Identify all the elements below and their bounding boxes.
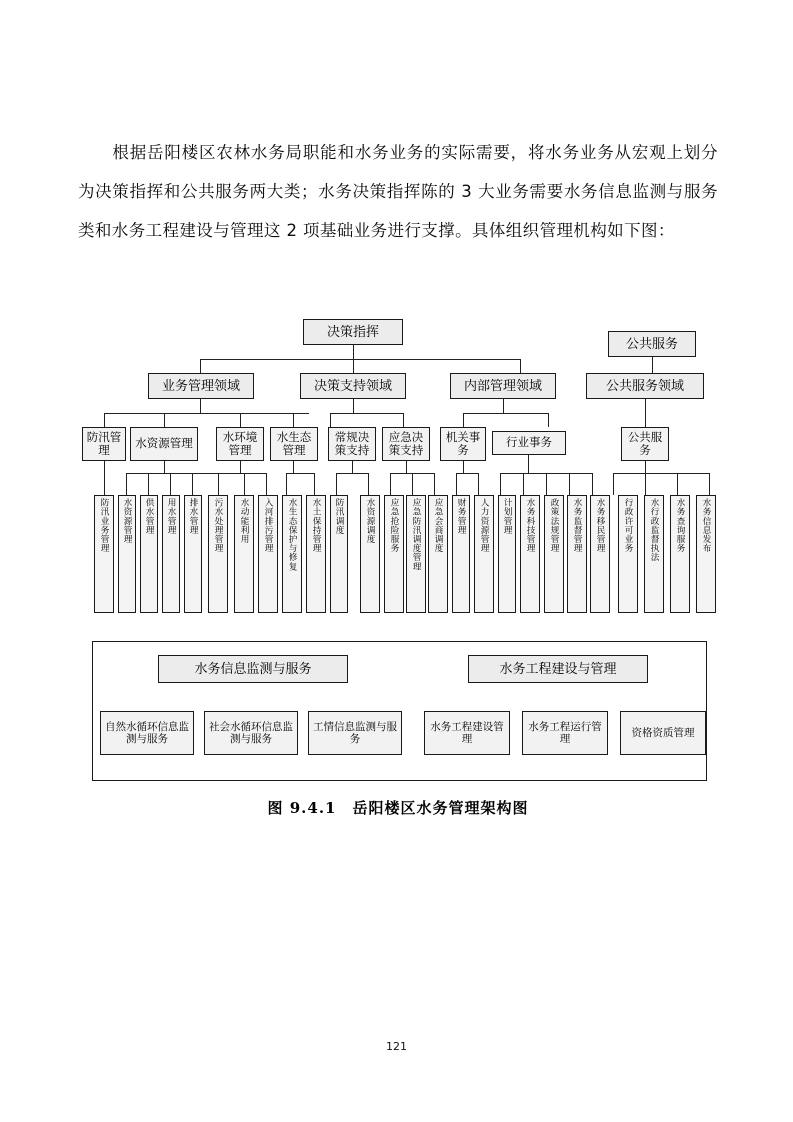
connector bbox=[170, 473, 171, 495]
figure-caption: 图 9.4.1 岳阳楼区水务管理架构图 bbox=[267, 799, 529, 817]
connector bbox=[200, 359, 201, 373]
connector bbox=[164, 413, 165, 427]
node-domain-2: 内部管理领域 bbox=[450, 373, 556, 399]
leaf-node-9: 水土保持管理 bbox=[306, 495, 326, 613]
node-domain-0: 业务管理领域 bbox=[148, 373, 254, 399]
node-level3-4: 常规决策支持 bbox=[328, 427, 376, 461]
leaf-node-21: 水务移民管理 bbox=[590, 495, 610, 613]
body-paragraph bbox=[78, 133, 718, 250]
connector bbox=[592, 473, 593, 495]
leaf-node-8: 水生态保护与修复 bbox=[282, 495, 302, 613]
leaf-node-23: 行政许可业务 bbox=[618, 495, 638, 613]
leaf-node-2: 供水管理 bbox=[140, 495, 158, 613]
connector bbox=[200, 359, 520, 360]
connector bbox=[645, 473, 646, 495]
leaf-node-6: 水动能利用 bbox=[234, 495, 254, 613]
leaf-node-0: 防汛业务管理 bbox=[94, 495, 114, 613]
leaf-node-7: 入河排污管理 bbox=[258, 495, 278, 613]
connector bbox=[286, 473, 287, 495]
connector bbox=[456, 473, 457, 495]
node-foundation-left-item-2: 工情信息监测与服务 bbox=[308, 711, 402, 755]
node-decision-command: 决策指挥 bbox=[303, 319, 403, 345]
connector bbox=[677, 473, 678, 495]
leaf-node-25: 水务查询服务 bbox=[670, 495, 690, 613]
connector bbox=[200, 399, 201, 413]
connector bbox=[523, 473, 524, 495]
connector bbox=[126, 473, 127, 495]
connector bbox=[266, 473, 267, 495]
connector bbox=[478, 473, 479, 495]
connector bbox=[463, 413, 548, 414]
connector bbox=[330, 413, 331, 427]
connector bbox=[240, 413, 241, 427]
connector bbox=[240, 461, 241, 473]
connector bbox=[528, 455, 529, 473]
connector bbox=[403, 413, 404, 427]
connector bbox=[645, 399, 646, 427]
connector bbox=[652, 357, 653, 373]
connector bbox=[569, 473, 570, 495]
connector bbox=[293, 413, 294, 427]
connector bbox=[463, 461, 464, 473]
connector bbox=[645, 461, 646, 473]
leaf-node-13: 应急防汛调度管理 bbox=[406, 495, 426, 613]
leaf-node-4: 排水管理 bbox=[184, 495, 202, 613]
connector bbox=[613, 473, 709, 474]
connector bbox=[352, 461, 353, 473]
node-foundation-right-item-0: 水务工程建设管理 bbox=[424, 711, 510, 755]
connector bbox=[244, 473, 245, 495]
connector bbox=[336, 473, 337, 495]
connector bbox=[434, 473, 435, 495]
leaf-node-19: 政策法规管理 bbox=[544, 495, 564, 613]
connector bbox=[148, 473, 149, 495]
connector bbox=[218, 473, 219, 495]
node-foundation-right-title: 水务工程建设与管理 bbox=[468, 655, 648, 683]
connector bbox=[353, 359, 354, 373]
leaf-node-10: 防汛调度 bbox=[330, 495, 348, 613]
connector bbox=[546, 473, 547, 495]
connector bbox=[192, 473, 193, 495]
leaf-node-14: 应急会商调度 bbox=[428, 495, 448, 613]
paragraph-text: 根据岳阳楼区农林水务局职能和水务业务的实际需要，将水务业务从宏观上划分为决策指挥和公共服务两大类；水务决策指挥陈的 3 大业务需要水务信息监测与服务类和水务工程建设与管理这 2 项基础业务进行支撑。具体组织管理机构如下图： bbox=[78, 143, 718, 240]
connector bbox=[336, 473, 368, 474]
node-foundation-left-title: 水务信息监测与服务 bbox=[158, 655, 348, 683]
leaf-node-11: 水资源调度 bbox=[360, 495, 380, 613]
org-chart-diagram bbox=[78, 305, 718, 817]
leaf-node-17: 计划管理 bbox=[498, 495, 516, 613]
node-foundation-right-item-2: 资格资质管理 bbox=[620, 711, 706, 755]
connector bbox=[126, 473, 266, 474]
connector bbox=[390, 473, 391, 495]
page-number: 121 bbox=[386, 1040, 407, 1053]
connector bbox=[368, 473, 369, 495]
leaf-node-18: 水务科技管理 bbox=[520, 495, 540, 613]
leaf-node-20: 水务监督管理 bbox=[567, 495, 587, 613]
leaf-node-3: 用水管理 bbox=[162, 495, 180, 613]
node-level3-0: 防汛管理 bbox=[82, 427, 126, 461]
leaf-node-26: 水务信息发布 bbox=[696, 495, 716, 613]
connector bbox=[503, 399, 504, 413]
connector bbox=[412, 473, 413, 495]
leaf-node-16: 人力资源管理 bbox=[474, 495, 494, 613]
node-public-service-top: 公共服务 bbox=[608, 331, 696, 357]
connector bbox=[709, 473, 710, 495]
node-foundation-left-item-1: 社会水循环信息监测与服务 bbox=[204, 711, 298, 755]
node-level3-2: 水环境管理 bbox=[216, 427, 264, 461]
connector bbox=[500, 473, 501, 495]
node-foundation-right-item-1: 水务工程运行管理 bbox=[522, 711, 608, 755]
connector bbox=[520, 359, 521, 373]
connector bbox=[104, 461, 105, 495]
node-level3-1: 水资源管理 bbox=[130, 427, 198, 461]
connector bbox=[353, 399, 354, 413]
node-domain-1: 决策支持领域 bbox=[300, 373, 406, 399]
connector bbox=[456, 473, 478, 474]
connector bbox=[293, 461, 294, 473]
node-foundation-left-item-0: 自然水循环信息监测与服务 bbox=[100, 711, 194, 755]
node-level3-8: 公共服务 bbox=[621, 427, 669, 461]
node-domain-3: 公共服务领域 bbox=[586, 373, 704, 399]
connector bbox=[353, 345, 354, 359]
connector bbox=[314, 473, 315, 495]
connector bbox=[286, 473, 314, 474]
connector bbox=[104, 413, 309, 414]
connector bbox=[330, 413, 403, 414]
connector bbox=[164, 461, 165, 473]
node-level3-6: 机关事务 bbox=[440, 427, 486, 461]
connector bbox=[104, 413, 105, 427]
connector bbox=[463, 413, 464, 427]
node-level3-7: 行业事务 bbox=[492, 431, 566, 455]
connector bbox=[548, 413, 549, 427]
connector bbox=[613, 473, 614, 495]
leaf-node-1: 水资源管理 bbox=[118, 495, 136, 613]
leaf-node-12: 应急抢险服务 bbox=[384, 495, 404, 613]
leaf-node-24: 水行政监督执法 bbox=[644, 495, 664, 613]
node-level3-3: 水生态管理 bbox=[270, 427, 318, 461]
leaf-node-15: 财务管理 bbox=[452, 495, 470, 613]
connector bbox=[406, 461, 407, 473]
node-level3-5: 应急决策支持 bbox=[382, 427, 430, 461]
leaf-node-5: 污水处理管理 bbox=[208, 495, 228, 613]
